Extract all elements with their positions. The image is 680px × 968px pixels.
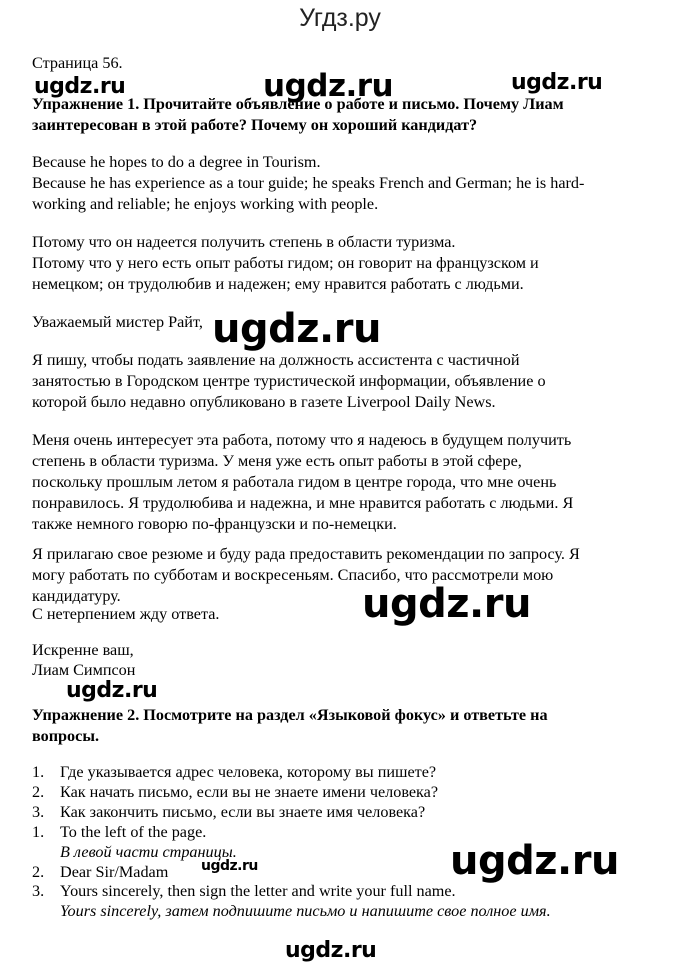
letter-para1-line: Я пишу, чтобы подать заявление на должность ассистента с частичной [32,351,520,369]
letter-para3-line: кандидатуру. [32,587,121,605]
answer-en-line: working and reliable; he enjoys working with people. [32,195,379,213]
watermark: ugdz.ru [201,858,258,874]
answer-number: 3. [32,882,45,900]
letter-para1-line: которой было недавно опубликовано в газете Liverpool Daily News. [32,393,496,411]
answer-ru-line: Потому что у него есть опыт работы гидом; он говорит на французском и [32,254,539,272]
letter-para2-line: поскольку прошлым летом я работала гидом в центре города, что мне очень [32,473,557,491]
question-number: 2. [32,783,45,801]
watermark: ugdz.ru [450,838,619,884]
letter-para2-line: Меня очень интересует эта работа, потому что я надеюсь в будущем получить [32,431,572,449]
question-item [32,762,436,783]
exercise1-heading-line1: Упражнение 1. Прочитайте объявление о работе и письмо. Почему Лиам [32,95,564,113]
answer-item [32,881,456,902]
answer-item [32,862,168,883]
question-text: Как начать письмо, если вы не знаете имени человека? [60,783,439,801]
answer-en: Yours sincerely, then sign the letter and write your full name. [60,882,456,900]
letter-para1-line: занятостью в Городском центре туристической информации, объявление о [32,372,546,390]
watermark: ugdz.ru [66,678,158,703]
site-title: Угдз.ру [299,4,381,32]
answer-en-line: Because he has experience as a tour guide; he speaks French and German; he is hard- [32,174,585,192]
letter-para2-line: степень в области туризма. У меня уже есть опыт работы в этой сфере, [32,452,522,470]
answer-item [32,822,206,843]
watermark: ugdz.ru [285,938,377,963]
answer-en: To the left of the page. [60,823,207,841]
watermark: ugdz.ru [511,70,603,95]
watermark: ugdz.ru [263,68,394,104]
letter-greeting: Уважаемый мистер Райт, [32,313,203,331]
answer-number: 2. [32,863,45,881]
question-number: 3. [32,803,45,821]
exercise2-heading-line2: вопросы. [32,727,100,745]
question-text: Где указывается адрес человека, которому вы пишете? [60,763,437,781]
question-text: Как закончить письмо, если вы знаете имя человека? [60,803,426,821]
letter-para2-line: также немного говорю по-французски и по-немецки. [32,515,397,533]
watermark: ugdz.ru [212,306,381,352]
exercise1-heading-line2: заинтересован в этой работе? Почему он хороший кандидат? [32,116,478,134]
letter-para3-line: могу работать по субботам и воскресеньям. Спасибо, что рассмотрели мою [32,566,554,584]
letter-closing: Искренне ваш, [32,641,134,659]
answer-ru: В левой части страницы. [60,843,237,861]
answer-ru-line: немецком; он трудолюбив и надежен; ему нравится работать с людьми. [32,275,524,293]
letter-para3-line: Я прилагаю свое резюме и буду рада предоставить рекомендации по запросу. Я [32,545,580,563]
watermark: ugdz.ru [362,581,531,627]
exercise2-heading-line1: Упражнение 2. Посмотрите на раздел «Языковой фокус» и ответьте на [32,706,548,724]
watermark: ugdz.ru [34,74,126,99]
question-number: 1. [32,763,45,781]
answer-en: Dear Sir/Madam [60,863,169,881]
answer-en-line: Because he hopes to do a degree in Tourism. [32,153,321,171]
answer-ru: Yours sincerely, затем подпишите письмо и напишите свое полное имя. [60,902,551,920]
answer-ru-line: Потому что он надеется получить степень в области туризма. [32,233,456,251]
letter-signature: Лиам Симпсон [32,661,136,679]
question-item [32,782,438,803]
page-label: Страница 56. [32,54,123,72]
letter-para2-line: понравилось. Я трудолюбива и надежна, и мне нравится работать с людьми. Я [32,494,574,512]
letter-para3-line: С нетерпением жду ответа. [32,605,220,623]
question-item [32,802,425,823]
answer-number: 1. [32,823,45,841]
